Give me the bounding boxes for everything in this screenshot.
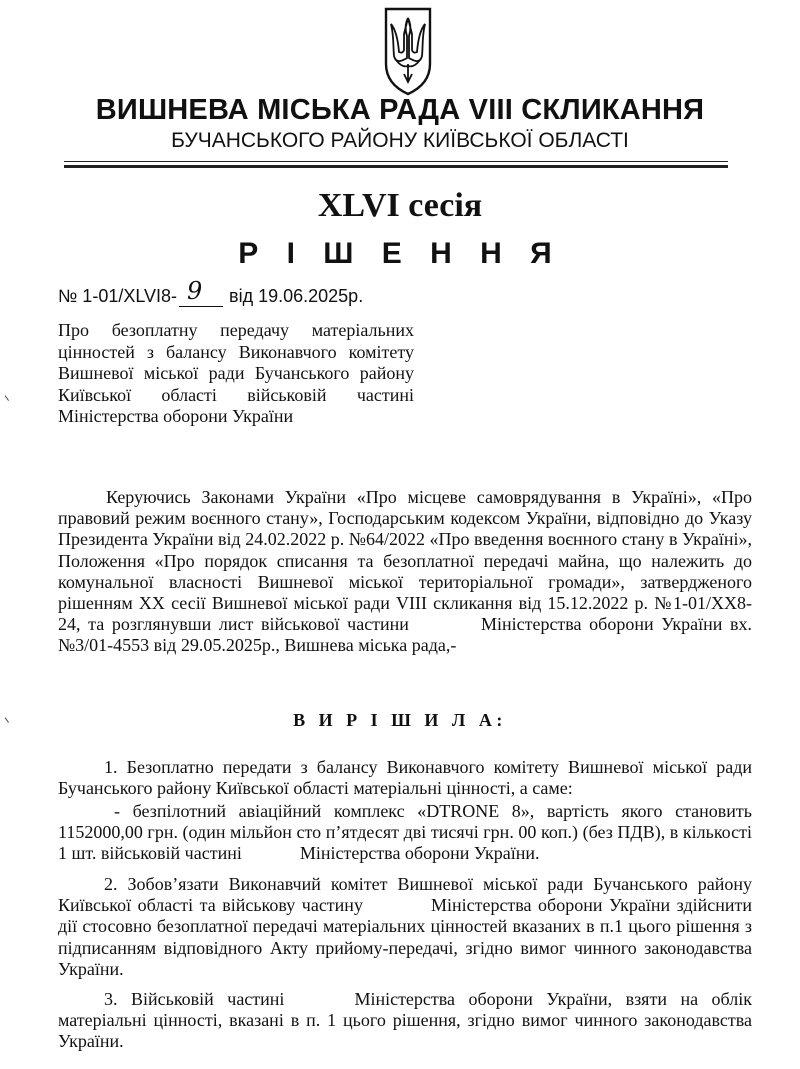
preamble-part1: Керуючись Законами України «Про місцеве самоврядування в Україні», «Про правовий режим воєнного стану», Господарським кодексом України, відповідно до Указу Президента України від 24.02.2022 р. №64/2022 «Про введення воєнного стану в Україні», Положення «Про порядок списання та безоплатної передачі майна, що належить до комунальної власності Вишневої міської територіальної громади», затвердженого рішенням XX сесії Вишневої міської ради VIII скликання від 15.12.2022 р. №1-01/XX8-24, та розглянувши лист військової частини bbox=[58, 487, 752, 635]
resolved-heading: В И Р І Ш И Л А: bbox=[293, 710, 507, 730]
header-rule-thin bbox=[64, 161, 728, 162]
coat-of-arms-trident-icon bbox=[382, 6, 434, 96]
document-date: від 19.06.2025р. bbox=[229, 286, 364, 306]
preamble-paragraph bbox=[58, 487, 752, 657]
item-1-detail bbox=[58, 801, 752, 865]
item-3 bbox=[58, 989, 752, 1053]
council-name: ВИШНЕВА МІСЬКА РАДА VIII СКЛИКАННЯ bbox=[95, 94, 705, 126]
session-title: XLVI сесія bbox=[317, 187, 483, 224]
decision-subject: Про безоплатну передачу матеріальних цінностей з балансу Виконавчого комітету Вишневої міської ради Бучанського району Київської області військовій частині Міністерства оборони України bbox=[58, 320, 414, 427]
header-rule-thick bbox=[64, 165, 728, 168]
number-prefix: № 1-01/XLVI8- bbox=[58, 286, 178, 306]
item-2-part2: Міністерства оборони України здійснити дії стосовно безоплатної передачі матеріальних цінностей вказаних в п.1 цього рішення з підписанням відповідного Акту прийому-передачі, згідно вимог чинного законодавства України. bbox=[58, 895, 753, 979]
item-2-part1: 2. Зобов’язати Виконавчий комітет Вишневої міської ради Бучанського району Київської області та військову частину bbox=[58, 874, 752, 916]
number-blank bbox=[179, 277, 223, 307]
item-3-part2: Міністерства оборони України, взяти на облік матеріальні цінності, вказані в п. 1 цього рішення, згідно вимог чинного законодавства України. bbox=[58, 989, 752, 1052]
preamble-part2: Міністерства оборони України вх. №3/01-4553 від 29.05.2025р., Вишнева міська рада,- bbox=[58, 614, 752, 656]
scan-mark bbox=[5, 393, 13, 401]
item-1-detail-text: - безпілотний авіаційний комплекс «DTRONE 8», вартість якого становить 1152000,00 грн. (один мільйон сто п’ятдесят дві тисячі грн. 00 коп.) (без ПДВ), в кількості 1 шт. військовій частині bbox=[58, 801, 752, 864]
decision-title: Р І Ш Е Н Н Я bbox=[238, 237, 562, 270]
item-3-part1: 3. Військовій частині bbox=[104, 989, 285, 1009]
document-number bbox=[58, 277, 364, 307]
item-1-detail-end: Міністерства оборони України. bbox=[299, 843, 540, 864]
council-subtitle: БУЧАНСЬКОГО РАЙОНУ КИЇВСЬКОЇ ОБЛАСТІ bbox=[171, 129, 629, 152]
item-2 bbox=[58, 874, 752, 980]
handwritten-number: 9 bbox=[187, 277, 203, 305]
item-1: 1. Безоплатно передати з балансу Виконавчого комітету Вишневої міської ради Бучанського району Київської області матеріальні цінності, а саме: bbox=[58, 757, 752, 799]
